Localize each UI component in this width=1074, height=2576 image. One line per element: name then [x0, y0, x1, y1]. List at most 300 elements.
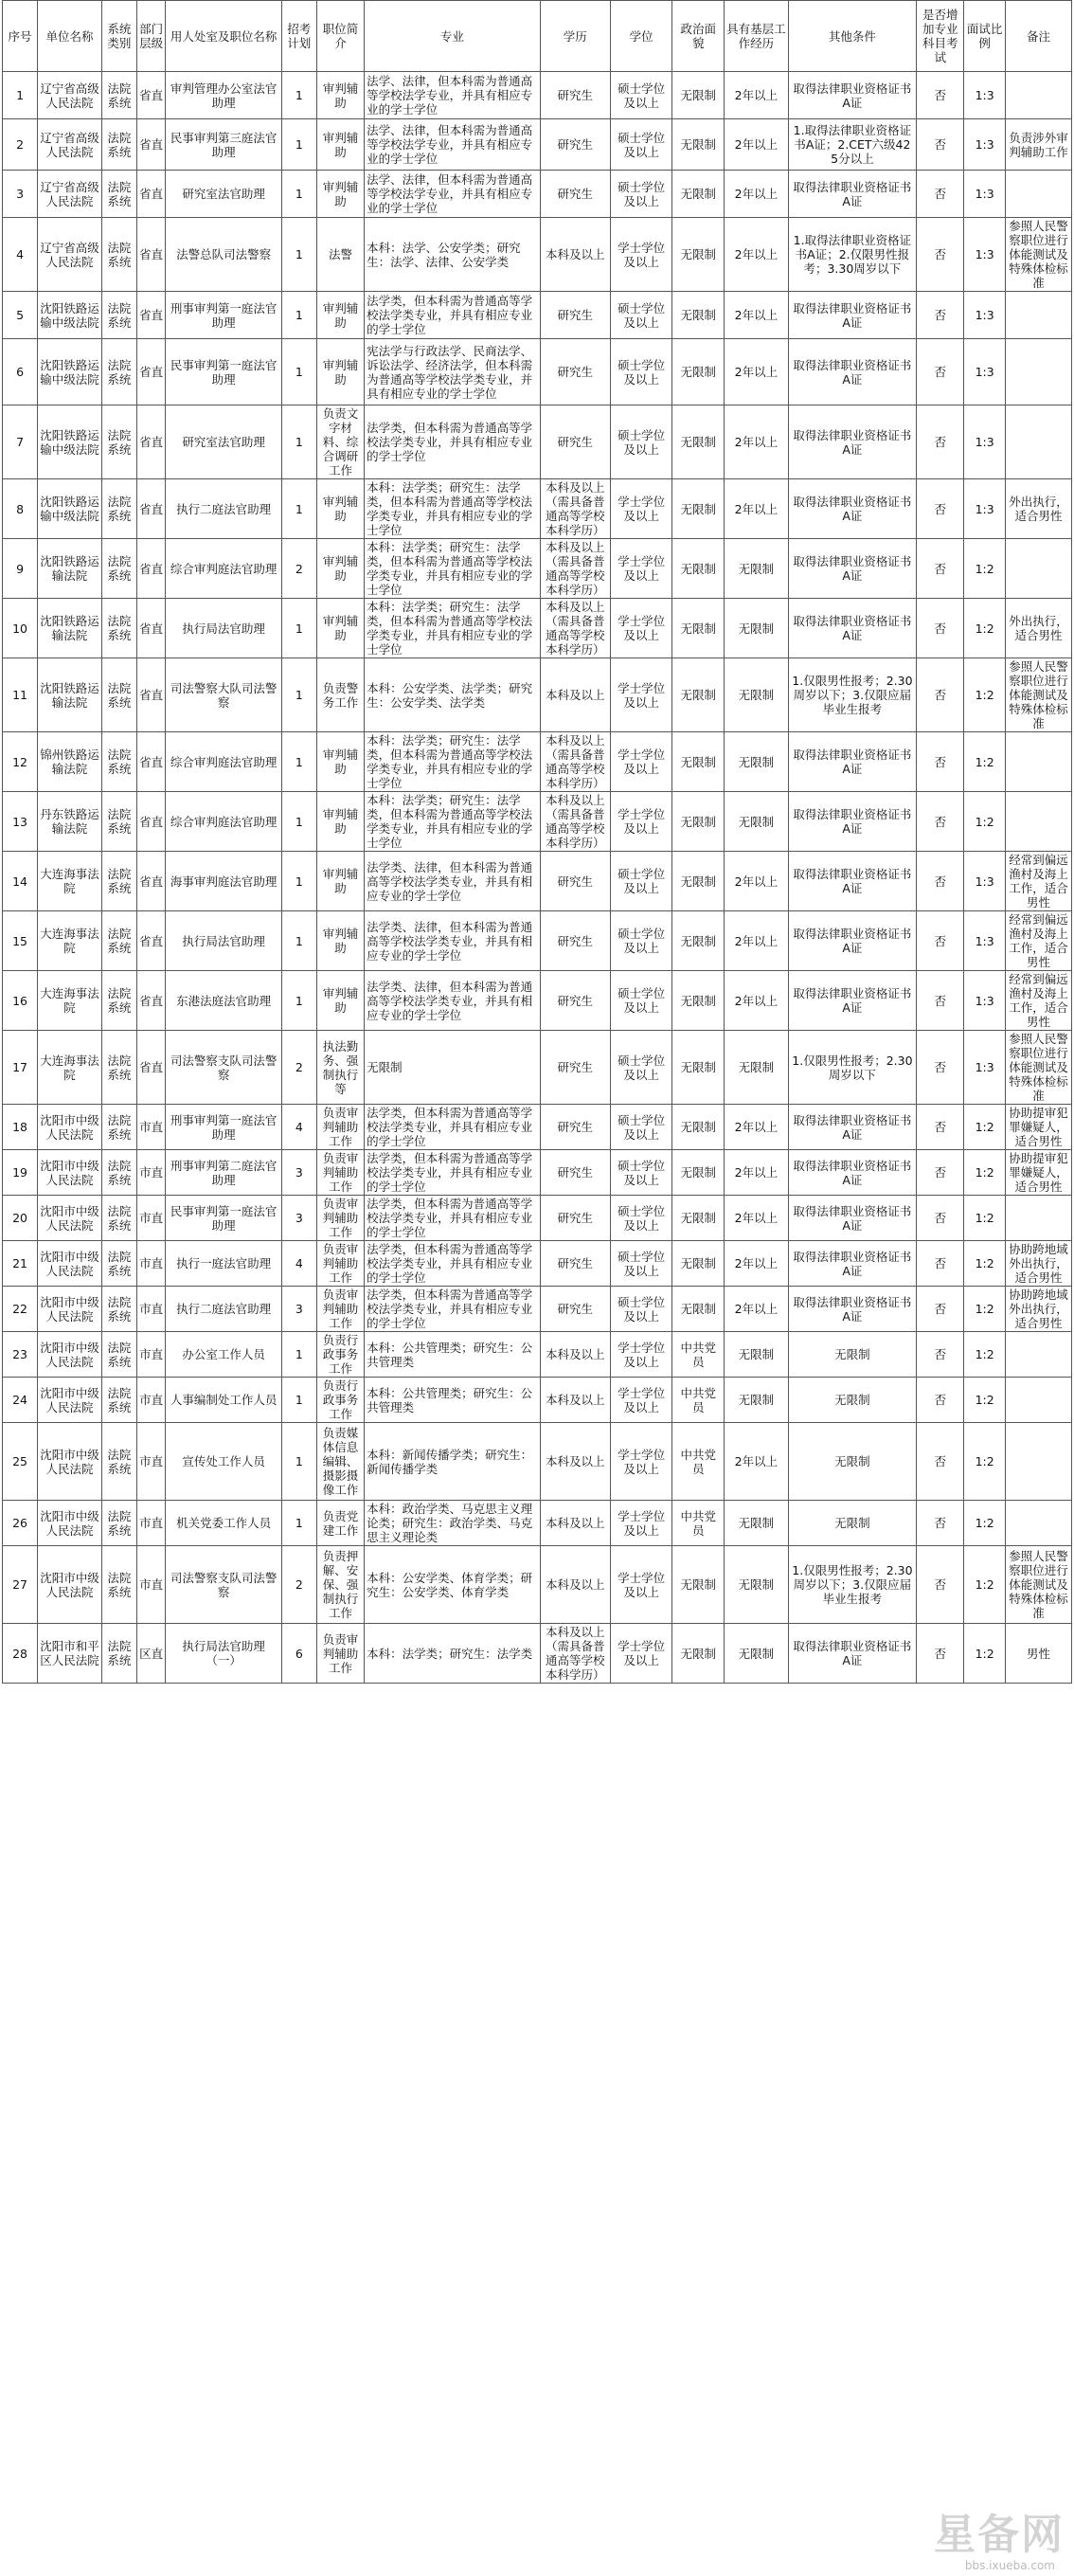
table-cell: 2年以上 — [725, 1423, 789, 1501]
table-cell: 无限制 — [725, 539, 789, 599]
table-cell: 学士学位及以上 — [610, 539, 672, 599]
table-cell: 沈阳市中级人民法院 — [38, 1241, 102, 1287]
table-cell: 法院系统 — [101, 1501, 136, 1546]
table-row — [3, 1031, 1072, 1105]
table-cell: 研究生 — [540, 171, 610, 218]
table-cell: 经常到偏远渔村及海上工作，适合男性 — [1005, 971, 1071, 1031]
table-row — [3, 1150, 1072, 1196]
table-cell: 本科及以上 — [540, 1378, 610, 1423]
table-cell: 无限制 — [725, 732, 789, 792]
table-cell: 法院系统 — [101, 479, 136, 539]
table-cell: 2年以上 — [725, 1150, 789, 1196]
table-cell: 沈阳市中级人民法院 — [38, 1150, 102, 1196]
table-cell: 本科：法学类；研究生：法学类，但本科需为普通高等学校法学类专业，并具有相应专业的学士学位 — [365, 732, 541, 792]
table-cell: 宪法学与行政法学、民商法学、诉讼法学、经济法学，但本科需为普通高等学校法学类专业，并具有相应专业的学士学位 — [365, 339, 541, 405]
table-cell: 法学类，但本科需为普通高等学校法学类专业，并具有相应专业的学士学位 — [365, 1287, 541, 1332]
table-cell: 沈阳铁路运输中级法院 — [38, 479, 102, 539]
table-cell: 16 — [3, 971, 38, 1031]
table-cell: 18 — [3, 1105, 38, 1150]
table-cell: 执行局法官助理 — [166, 911, 281, 971]
table-cell: 23 — [3, 1332, 38, 1378]
table-cell: 硕士学位及以上 — [610, 1241, 672, 1287]
table-cell: 法学类、法律，但本科需为普通高等学校法学类专业，并具有相应专业的学士学位 — [365, 852, 541, 911]
table-cell: 本科及以上（需具备普通高等学校本科学历） — [540, 479, 610, 539]
table-cell: 1 — [281, 732, 316, 792]
table-cell: 无限制 — [725, 599, 789, 658]
table-cell: 审判辅助 — [316, 971, 364, 1031]
table-cell: 本科及以上（需具备普通高等学校本科学历） — [540, 539, 610, 599]
table-cell: 15 — [3, 911, 38, 971]
table-cell: 2 — [3, 119, 38, 171]
table-cell: 否 — [917, 971, 964, 1031]
table-cell: 海事审判庭法官助理 — [166, 852, 281, 911]
table-cell: 中共党员 — [672, 1332, 725, 1378]
table-cell: 辽宁省高级人民法院 — [38, 72, 102, 119]
table-cell: 无限制 — [672, 339, 725, 405]
table-cell: 本科及以上 — [540, 1546, 610, 1624]
table-cell: 取得法律职业资格证书A证 — [788, 732, 916, 792]
column-header: 招考计划 — [281, 1, 316, 72]
table-cell: 大连海事法院 — [38, 1031, 102, 1105]
table-cell: 经常到偏远渔村及海上工作，适合男性 — [1005, 852, 1071, 911]
table-cell: 取得法律职业资格证书A证 — [788, 1241, 916, 1287]
table-cell: 省直 — [136, 971, 166, 1031]
table-cell: 22 — [3, 1287, 38, 1332]
table-cell: 锦州铁路运输法院 — [38, 732, 102, 792]
table-cell: 无限制 — [672, 852, 725, 911]
table-cell: 11 — [3, 658, 38, 732]
table-cell: 参照人民警察职位进行体能测试及特殊体检标准 — [1005, 1546, 1071, 1624]
table-row — [3, 479, 1072, 539]
table-cell: 否 — [917, 1423, 964, 1501]
table-cell: 2年以上 — [725, 1105, 789, 1150]
column-header: 政治面貌 — [672, 1, 725, 72]
table-cell: 省直 — [136, 405, 166, 479]
table-cell: 否 — [917, 1105, 964, 1150]
table-row — [3, 539, 1072, 599]
table-cell: 研究生 — [540, 1196, 610, 1241]
table-cell: 审判辅助 — [316, 911, 364, 971]
table-cell: 否 — [917, 1287, 964, 1332]
table-cell: 省直 — [136, 292, 166, 339]
table-cell: 中共党员 — [672, 1501, 725, 1546]
table-cell: 1:3 — [964, 911, 1006, 971]
watermark-logo: 星备网 — [934, 2511, 1065, 2559]
table-cell: 1 — [281, 792, 316, 852]
table-cell: 法警 — [316, 218, 364, 292]
table-cell: 法学类，但本科需为普通高等学校法学类专业，并具有相应专业的学士学位 — [365, 1150, 541, 1196]
table-cell: 研究生 — [540, 971, 610, 1031]
table-cell: 学士学位及以上 — [610, 1423, 672, 1501]
table-cell: 民事审判第一庭法官助理 — [166, 1196, 281, 1241]
table-cell: 取得法律职业资格证书A证 — [788, 479, 916, 539]
table-cell: 否 — [917, 1196, 964, 1241]
table-cell: 无限制 — [672, 971, 725, 1031]
table-cell: 3 — [281, 1150, 316, 1196]
table-cell: 学士学位及以上 — [610, 1332, 672, 1378]
table-cell: 刑事审判第一庭法官助理 — [166, 292, 281, 339]
table-cell: 否 — [917, 1378, 964, 1423]
table-cell: 经常到偏远渔村及海上工作，适合男性 — [1005, 911, 1071, 971]
table-cell: 市直 — [136, 1105, 166, 1150]
column-header: 面试比例 — [964, 1, 1006, 72]
table-cell: 8 — [3, 479, 38, 539]
table-cell: 无限制 — [672, 1241, 725, 1287]
table-cell: 取得法律职业资格证书A证 — [788, 72, 916, 119]
table-cell: 司法警察支队司法警察 — [166, 1546, 281, 1624]
table-cell: 2年以上 — [725, 852, 789, 911]
table-cell: 1 — [281, 292, 316, 339]
table-cell: 1:3 — [964, 339, 1006, 405]
table-cell: 研究生 — [540, 1241, 610, 1287]
table-cell: 1 — [281, 339, 316, 405]
table-cell: 1 — [281, 405, 316, 479]
column-header: 备注 — [1005, 1, 1071, 72]
table-cell: 2 — [281, 1031, 316, 1105]
table-cell: 1 — [281, 1378, 316, 1423]
table-cell: 负责媒体信息编辑、摄影摄像工作 — [316, 1423, 364, 1501]
table-cell: 协助提审犯罪嫌疑人，适合男性 — [1005, 1105, 1071, 1150]
table-cell: 法院系统 — [101, 852, 136, 911]
table-row — [3, 405, 1072, 479]
table-cell: 1:2 — [964, 599, 1006, 658]
table-cell: 法学类，但本科需为普通高等学校法学类专业，并具有相应专业的学士学位 — [365, 405, 541, 479]
table-cell: 取得法律职业资格证书A证 — [788, 1150, 916, 1196]
table-row — [3, 218, 1072, 292]
table-cell: 外出执行，适合男性 — [1005, 479, 1071, 539]
table-cell: 否 — [917, 732, 964, 792]
table-cell: 硕士学位及以上 — [610, 405, 672, 479]
table-cell: 研究生 — [540, 911, 610, 971]
table-cell: 否 — [917, 792, 964, 852]
table-cell: 审判辅助 — [316, 852, 364, 911]
table-cell: 法院系统 — [101, 1378, 136, 1423]
table-cell: 硕士学位及以上 — [610, 852, 672, 911]
table-row — [3, 1501, 1072, 1546]
table-cell: 取得法律职业资格证书A证 — [788, 1196, 916, 1241]
table-cell: 否 — [917, 1546, 964, 1624]
table-cell: 司法警察支队司法警察 — [166, 1031, 281, 1105]
table-cell: 办公室工作人员 — [166, 1332, 281, 1378]
table-cell: 取得法律职业资格证书A证 — [788, 852, 916, 911]
table-cell: 法院系统 — [101, 658, 136, 732]
table-cell: 否 — [917, 405, 964, 479]
table-cell: 法警总队司法警察 — [166, 218, 281, 292]
table-cell: 否 — [917, 911, 964, 971]
table-cell: 2年以上 — [725, 405, 789, 479]
table-cell: 无限制 — [672, 1105, 725, 1150]
table-row — [3, 1105, 1072, 1150]
table-cell: 无限制 — [672, 405, 725, 479]
table-cell — [1005, 1423, 1071, 1501]
table-cell: 沈阳市和平区人民法院 — [38, 1624, 102, 1684]
column-header: 部门层级 — [136, 1, 166, 72]
table-cell: 学士学位及以上 — [610, 479, 672, 539]
table-cell: 负责涉外审判辅助工作 — [1005, 119, 1071, 171]
table-cell: 否 — [917, 658, 964, 732]
table-cell: 法院系统 — [101, 1150, 136, 1196]
table-cell: 本科：法学类；研究生：法学类，但本科需为普通高等学校法学类专业，并具有相应专业的学士学位 — [365, 599, 541, 658]
table-cell: 本科及以上 — [540, 658, 610, 732]
table-cell: 否 — [917, 171, 964, 218]
table-cell: 研究生 — [540, 405, 610, 479]
table-cell: 负责文字材料、综合调研工作 — [316, 405, 364, 479]
table-cell: 研究生 — [540, 339, 610, 405]
table-cell: 2年以上 — [725, 1287, 789, 1332]
column-header: 是否增加专业科目考试 — [917, 1, 964, 72]
table-cell: 取得法律职业资格证书A证 — [788, 1105, 916, 1150]
table-cell: 硕士学位及以上 — [610, 72, 672, 119]
table-row — [3, 72, 1072, 119]
table-cell: 1:2 — [964, 539, 1006, 599]
table-cell: 沈阳市中级人民法院 — [38, 1546, 102, 1624]
table-cell: 1.仅限男性报考；2.30周岁以下；3.仅限应届毕业生报考 — [788, 658, 916, 732]
table-cell: 法院系统 — [101, 1196, 136, 1241]
table-cell: 法院系统 — [101, 339, 136, 405]
table-cell: 本科：法学类；研究生：法学类 — [365, 1624, 541, 1684]
table-row — [3, 852, 1072, 911]
table-cell: 否 — [917, 72, 964, 119]
table-cell: 1 — [281, 658, 316, 732]
table-cell: 综合审判庭法官助理 — [166, 792, 281, 852]
table-cell: 否 — [917, 1501, 964, 1546]
table-cell: 本科：公安学类、法学类；研究生：公安学类、法学类 — [365, 658, 541, 732]
table-cell: 省直 — [136, 218, 166, 292]
table-cell: 2年以上 — [725, 1196, 789, 1241]
table-cell: 参照人民警察职位进行体能测试及特殊体检标准 — [1005, 658, 1071, 732]
table-cell: 负责审判辅助工作 — [316, 1624, 364, 1684]
table-cell: 学士学位及以上 — [610, 658, 672, 732]
table-cell: 执行局法官助理 — [166, 599, 281, 658]
table-cell: 否 — [917, 292, 964, 339]
table-cell: 否 — [917, 1332, 964, 1378]
table-cell: 审判辅助 — [316, 599, 364, 658]
table-cell: 法学、法律，但本科需为普通高等学校法学专业，并具有相应专业的学士学位 — [365, 119, 541, 171]
table-cell: 无限制 — [672, 1031, 725, 1105]
table-cell: 省直 — [136, 171, 166, 218]
table-cell: 1 — [281, 852, 316, 911]
table-cell: 学士学位及以上 — [610, 1378, 672, 1423]
table-cell: 省直 — [136, 539, 166, 599]
table-cell: 省直 — [136, 911, 166, 971]
table-cell: 法院系统 — [101, 171, 136, 218]
table-cell: 否 — [917, 1241, 964, 1287]
table-cell: 法院系统 — [101, 792, 136, 852]
table-cell: 硕士学位及以上 — [610, 339, 672, 405]
table-cell: 省直 — [136, 1031, 166, 1105]
table-cell: 1:2 — [964, 732, 1006, 792]
table-cell: 执行二庭法官助理 — [166, 479, 281, 539]
table-cell — [1005, 405, 1071, 479]
table-cell: 外出执行，适合男性 — [1005, 599, 1071, 658]
table-cell: 研究生 — [540, 119, 610, 171]
table-cell: 本科及以上 — [540, 1423, 610, 1501]
table-cell: 取得法律职业资格证书A证 — [788, 599, 916, 658]
column-header: 学位 — [610, 1, 672, 72]
table-cell: 无限制 — [725, 1501, 789, 1546]
table-cell: 负责押解、安保、强制执行工作 — [316, 1546, 364, 1624]
table-cell: 取得法律职业资格证书A证 — [788, 539, 916, 599]
table-cell: 6 — [3, 339, 38, 405]
table-cell: 研究室法官助理 — [166, 171, 281, 218]
table-cell: 法院系统 — [101, 1287, 136, 1332]
table-cell: 综合审判庭法官助理 — [166, 732, 281, 792]
table-cell: 本科：新闻传播学类；研究生：新闻传播学类 — [365, 1423, 541, 1501]
table-cell: 法院系统 — [101, 72, 136, 119]
table-cell: 12 — [3, 732, 38, 792]
table-cell — [1005, 72, 1071, 119]
table-cell: 民事审判第三庭法官助理 — [166, 119, 281, 171]
table-cell: 法院系统 — [101, 292, 136, 339]
table-cell: 司法警察大队司法警察 — [166, 658, 281, 732]
table-row — [3, 599, 1072, 658]
table-cell: 否 — [917, 539, 964, 599]
table-cell: 1:2 — [964, 1501, 1006, 1546]
table-cell: 硕士学位及以上 — [610, 171, 672, 218]
table-cell: 2年以上 — [725, 911, 789, 971]
table-row — [3, 1423, 1072, 1501]
table-cell: 无限制 — [672, 792, 725, 852]
table-cell — [1005, 339, 1071, 405]
table-cell: 法院系统 — [101, 1332, 136, 1378]
table-cell: 无限制 — [788, 1378, 916, 1423]
table-cell: 市直 — [136, 1196, 166, 1241]
table-cell: 大连海事法院 — [38, 852, 102, 911]
table-cell: 法学类，但本科需为普通高等学校法学类专业，并具有相应专业的学士学位 — [365, 1196, 541, 1241]
table-cell: 取得法律职业资格证书A证 — [788, 292, 916, 339]
table-cell: 14 — [3, 852, 38, 911]
table-cell: 1 — [281, 1501, 316, 1546]
column-header: 系统类别 — [101, 1, 136, 72]
table-cell: 法院系统 — [101, 539, 136, 599]
table-cell: 本科及以上 — [540, 1501, 610, 1546]
table-cell: 1:3 — [964, 171, 1006, 218]
table-cell: 无限制 — [672, 1196, 725, 1241]
table-cell: 法学类、法律，但本科需为普通高等学校法学类专业，并具有相应专业的学士学位 — [365, 971, 541, 1031]
table-cell: 执行二庭法官助理 — [166, 1287, 281, 1332]
table-cell: 大连海事法院 — [38, 911, 102, 971]
table-cell: 本科及以上 — [540, 218, 610, 292]
table-cell: 负责审判辅助工作 — [316, 1241, 364, 1287]
column-header: 学历 — [540, 1, 610, 72]
table-cell: 审判辅助 — [316, 119, 364, 171]
table-cell: 法学类，但本科需为普通高等学校法学类专业，并具有相应专业的学士学位 — [365, 1241, 541, 1287]
table-cell: 审判辅助 — [316, 792, 364, 852]
table-cell: 2年以上 — [725, 1241, 789, 1287]
table-cell: 1 — [3, 72, 38, 119]
table-cell: 1:2 — [964, 1196, 1006, 1241]
table-cell: 取得法律职业资格证书A证 — [788, 405, 916, 479]
table-cell: 3 — [3, 171, 38, 218]
column-header: 具有基层工作经历 — [725, 1, 789, 72]
table-cell: 参照人民警察职位进行体能测试及特殊体检标准 — [1005, 1031, 1071, 1105]
table-cell: 1:3 — [964, 405, 1006, 479]
table-cell: 否 — [917, 599, 964, 658]
table-cell: 法院系统 — [101, 1105, 136, 1150]
table-row — [3, 971, 1072, 1031]
column-header: 专业 — [365, 1, 541, 72]
table-cell: 2年以上 — [725, 171, 789, 218]
table-row — [3, 658, 1072, 732]
table-cell: 20 — [3, 1196, 38, 1241]
table-cell: 学士学位及以上 — [610, 1624, 672, 1684]
column-header: 序号 — [3, 1, 38, 72]
table-header-row — [3, 1, 1072, 72]
table-cell: 1 — [281, 218, 316, 292]
table-cell: 否 — [917, 339, 964, 405]
table-cell: 市直 — [136, 1378, 166, 1423]
table-cell: 研究生 — [540, 1105, 610, 1150]
table-cell: 2年以上 — [725, 479, 789, 539]
table-row — [3, 1624, 1072, 1684]
table-cell: 1:2 — [964, 658, 1006, 732]
table-cell: 1:2 — [964, 1423, 1006, 1501]
table-cell: 负责党建工作 — [316, 1501, 364, 1546]
table-cell: 4 — [3, 218, 38, 292]
table-cell: 硕士学位及以上 — [610, 119, 672, 171]
table-cell: 省直 — [136, 732, 166, 792]
table-cell: 法学类，但本科需为普通高等学校法学类专业，并具有相应专业的学士学位 — [365, 1105, 541, 1150]
table-cell: 本科：法学类；研究生：法学类，但本科需为普通高等学校法学类专业，并具有相应专业的学士学位 — [365, 792, 541, 852]
table-cell: 无限制 — [672, 1546, 725, 1624]
table-cell: 2年以上 — [725, 119, 789, 171]
table-cell: 无限制 — [672, 292, 725, 339]
table-cell: 本科及以上（需具备普通高等学校本科学历） — [540, 732, 610, 792]
table-cell: 省直 — [136, 599, 166, 658]
column-header: 单位名称 — [38, 1, 102, 72]
table-cell: 本科：公安学类、体育学类；研究生：公安学类、体育学类 — [365, 1546, 541, 1624]
table-cell: 研究生 — [540, 72, 610, 119]
table-cell: 本科：公共管理类；研究生：公共管理类 — [365, 1332, 541, 1378]
table-cell: 省直 — [136, 658, 166, 732]
table-cell: 学士学位及以上 — [610, 1501, 672, 1546]
table-cell: 法学、法律，但本科需为普通高等学校法学专业，并具有相应专业的学士学位 — [365, 171, 541, 218]
table-cell: 负责审判辅助工作 — [316, 1196, 364, 1241]
table-cell: 无限制 — [672, 1287, 725, 1332]
table-cell: 2年以上 — [725, 292, 789, 339]
table-cell: 28 — [3, 1624, 38, 1684]
table-cell: 研究生 — [540, 292, 610, 339]
table-cell: 无限制 — [725, 792, 789, 852]
table-cell: 沈阳市中级人民法院 — [38, 1196, 102, 1241]
table-cell: 1 — [281, 1332, 316, 1378]
table-cell: 取得法律职业资格证书A证 — [788, 911, 916, 971]
table-cell: 硕士学位及以上 — [610, 1150, 672, 1196]
table-cell: 否 — [917, 852, 964, 911]
column-header: 其他条件 — [788, 1, 916, 72]
table-cell: 研究室法官助理 — [166, 405, 281, 479]
table-cell: 机关党委工作人员 — [166, 1501, 281, 1546]
table-cell: 否 — [917, 218, 964, 292]
table-cell: 9 — [3, 539, 38, 599]
table-cell: 1:2 — [964, 1105, 1006, 1150]
table-cell: 1.取得法律职业资格证书A证；2.仅限男性报考；3.30周岁以下 — [788, 218, 916, 292]
table-cell: 无限制 — [725, 1378, 789, 1423]
table-cell: 市直 — [136, 1241, 166, 1287]
table-cell — [1005, 792, 1071, 852]
table-cell: 取得法律职业资格证书A证 — [788, 171, 916, 218]
table-cell: 1 — [281, 119, 316, 171]
table-cell: 法院系统 — [101, 599, 136, 658]
table-cell: 法院系统 — [101, 218, 136, 292]
table-cell: 审判辅助 — [316, 732, 364, 792]
table-cell: 无限制 — [672, 479, 725, 539]
table-cell: 无限制 — [365, 1031, 541, 1105]
table-cell: 取得法律职业资格证书A证 — [788, 1624, 916, 1684]
table-cell: 沈阳市中级人民法院 — [38, 1332, 102, 1378]
table-cell: 研究生 — [540, 1031, 610, 1105]
table-row — [3, 292, 1072, 339]
